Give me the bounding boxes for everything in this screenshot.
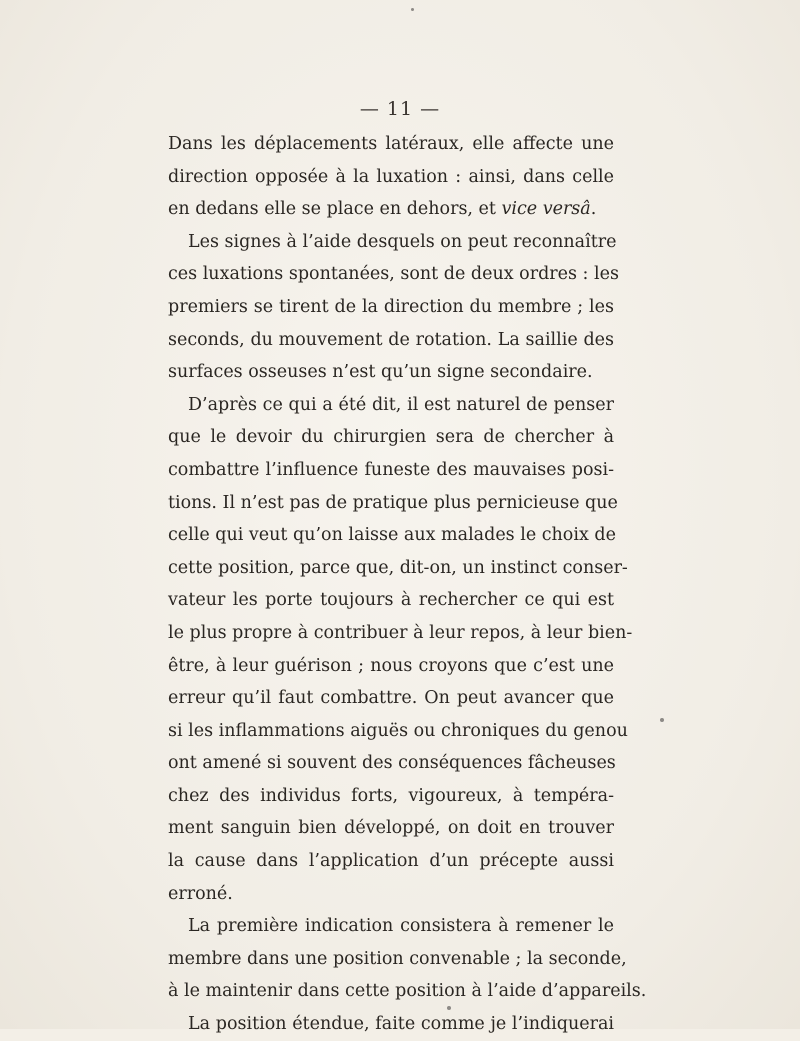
body-text <box>168 128 647 1041</box>
text-line: cette position, parce que, dit-on, un instinct conser- <box>168 557 628 578</box>
text-line: tions. Il n’est pas de pratique plus pernicieuse que <box>168 492 618 513</box>
text-line: celle qui veut qu’on laisse aux malades le choix de <box>168 525 616 546</box>
text-line: membre dans une position convenable ; la seconde, <box>168 948 627 969</box>
paper-speck <box>447 1006 451 1010</box>
text-line: la cause dans l’application d’un précepte aussi <box>168 851 614 872</box>
text-line: à le maintenir dans cette position à l’aide d’appareils. <box>168 981 647 1002</box>
page-number-header: — 11 — <box>359 98 441 120</box>
text-line: seconds, du mouvement de rotation. La saillie des <box>168 329 614 350</box>
text-line: La première indication consistera à remener le <box>188 916 614 937</box>
text-line: en dedans elle se place en dehors, et vice versâ. <box>168 199 597 220</box>
text-line: être, à leur guérison ; nous croyons que c’est une <box>168 655 614 676</box>
text-line: direction opposée à la luxation : ainsi, dans celle <box>168 166 614 187</box>
text-line: le plus propre à contribuer à leur repos, à leur bien- <box>168 622 633 643</box>
paper-speck <box>660 718 664 722</box>
text-line: si les inflammations aiguës ou chroniques du genou <box>168 720 628 741</box>
paper-speck <box>411 8 414 11</box>
text-line: combattre l’influence funeste des mauvaises posi- <box>168 459 614 480</box>
text-line: D’après ce qui a été dit, il est naturel de penser <box>188 394 614 415</box>
text-line: ont amené si souvent des conséquences fâcheuses <box>168 753 616 774</box>
text-line: vateur les porte toujours à rechercher ce qui est <box>168 590 614 611</box>
text-line: erroné. <box>168 883 233 904</box>
text-line: chez des individus forts, vigoureux, à tempéra- <box>168 785 614 806</box>
text-line: surfaces osseuses n’est qu’un signe secondaire. <box>168 362 593 383</box>
text-line: premiers se tirent de la direction du membre ; les <box>168 296 614 317</box>
text-line: que le devoir du chirurgien sera de chercher à <box>168 427 614 448</box>
text-line: La position étendue, faite comme je l’indiquerai <box>188 1014 614 1035</box>
text-line: ces luxations spontanées, sont de deux ordres : les <box>168 264 619 285</box>
text-line: erreur qu’il faut combattre. On peut avancer que <box>168 688 614 709</box>
text-line: Dans les déplacements latéraux, elle affecte une <box>168 134 614 154</box>
text-line: ment sanguin bien développé, on doit en trouver <box>168 818 614 839</box>
text-line: Les signes à l’aide desquels on peut reconnaître <box>188 231 617 252</box>
